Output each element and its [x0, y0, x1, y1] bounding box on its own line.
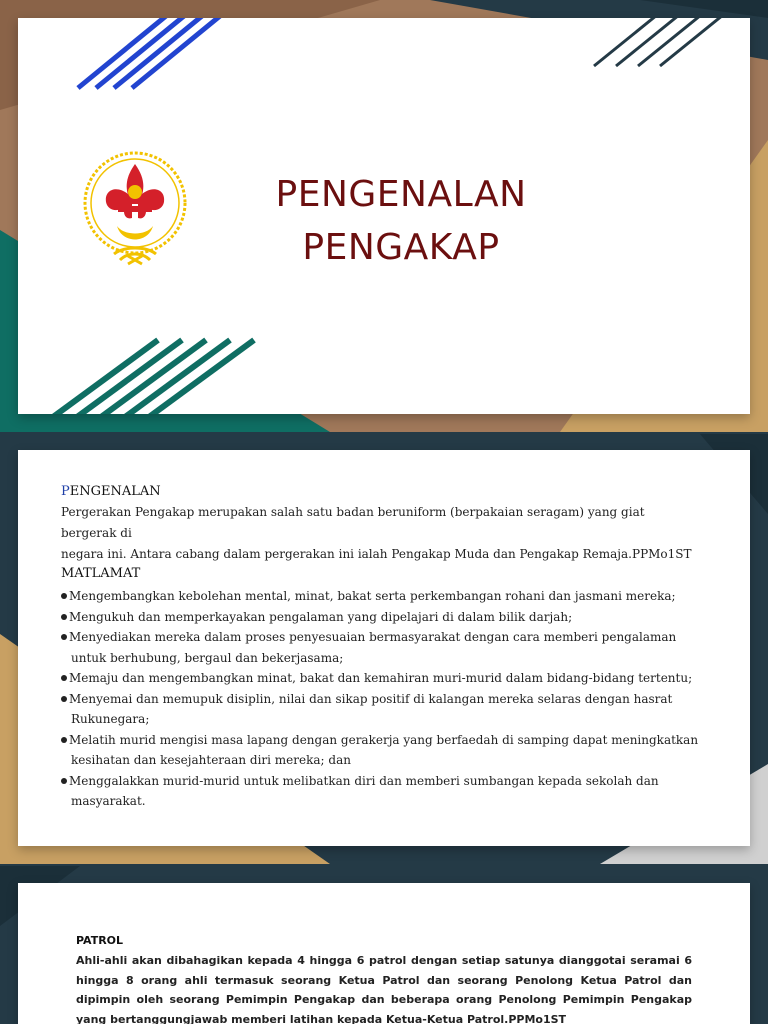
title-line-1: PENGENALAN: [275, 174, 527, 215]
title-line-2: PENGAKAP: [302, 227, 500, 268]
intro-heading-rest: ENGENALAN: [69, 484, 161, 499]
bullet-icon: [61, 614, 67, 620]
cover-slide: [0, 0, 768, 432]
intro-paragraph-line-1: Pergerakan Pengakap merupakan salah satu badan beruniform (berpakaian seragam) yang giat bergerak di: [61, 505, 645, 540]
aims-heading: MATLAMAT: [61, 566, 141, 581]
bullet-icon: [61, 778, 67, 784]
list-item: Mengukuh dan memperkayakan pengalaman yang dipelajari di dalam bilik darjah;: [61, 607, 711, 628]
intro-slide: [0, 434, 768, 864]
scout-emblem-icon: [80, 148, 190, 282]
intro-paragraph: [61, 502, 701, 565]
list-item: Menyediakan mereka dalam proses penyesuaian bermasyarakat dengan cara memberi pengalaman untuk berhubung, bergaul dan bekerjasama;: [61, 627, 711, 668]
intro-heading: [61, 484, 161, 499]
list-item: Melatih murid mengisi masa lapang dengan gerakerja yang berfaedah di samping dapat meningkatkan kesihatan dan kesejahteraan diri mereka; dan: [61, 730, 711, 771]
bullet-icon: [61, 634, 67, 640]
list-item: Menggalakkan murid-murid untuk melibatkan diri dan memberi sumbangan kepada sekolah dan masyarakat.: [61, 771, 711, 812]
intro-card: [18, 450, 750, 846]
bullet-icon: [61, 675, 67, 681]
patrol-slide: [0, 866, 768, 1024]
patrol-heading: PATROL: [76, 934, 124, 947]
cover-card: [18, 18, 750, 414]
list-item: Menyemai dan memupuk disiplin, nilai dan sikap positif di kalangan mereka selaras dengan hasrat Rukunegara;: [61, 689, 711, 730]
list-item: Mengembangkan kebolehan mental, minat, bakat serta perkembangan rohani dan jasmani mereka;: [61, 586, 711, 607]
aims-list: [61, 586, 711, 812]
bullet-icon: [61, 593, 67, 599]
bullet-icon: [61, 696, 67, 702]
bullet-icon: [61, 737, 67, 743]
patrol-paragraph: Ahli-ahli akan dibahagikan kepada 4 hingga 6 patrol dengan setiap satunya dianggotai seramai 6 hingga 8 orang ahli termasuk seorang Ketua Patrol dan seorang Penolong Ketua Patrol dan dipimpin oleh seorang Pemimpin Pengakap dan beberapa orang Penolong Pemimpin Pengakap yang bertanggungjawab memberi latihan kepada Ketua-Ketua Patrol.PPMo1ST: [76, 954, 692, 1024]
page-title: [236, 168, 566, 274]
intro-heading-initial: P: [61, 484, 70, 499]
patrol-card: [18, 883, 750, 1024]
list-item: Memaju dan mengembangkan minat, bakat dan kemahiran muri-murid dalam bidang-bidang tertentu;: [61, 668, 711, 689]
intro-paragraph-line-2: negara ini. Antara cabang dalam pergerakan ini ialah Pengakap Muda dan Pengakap Remaja.PPMo1ST: [61, 547, 692, 561]
